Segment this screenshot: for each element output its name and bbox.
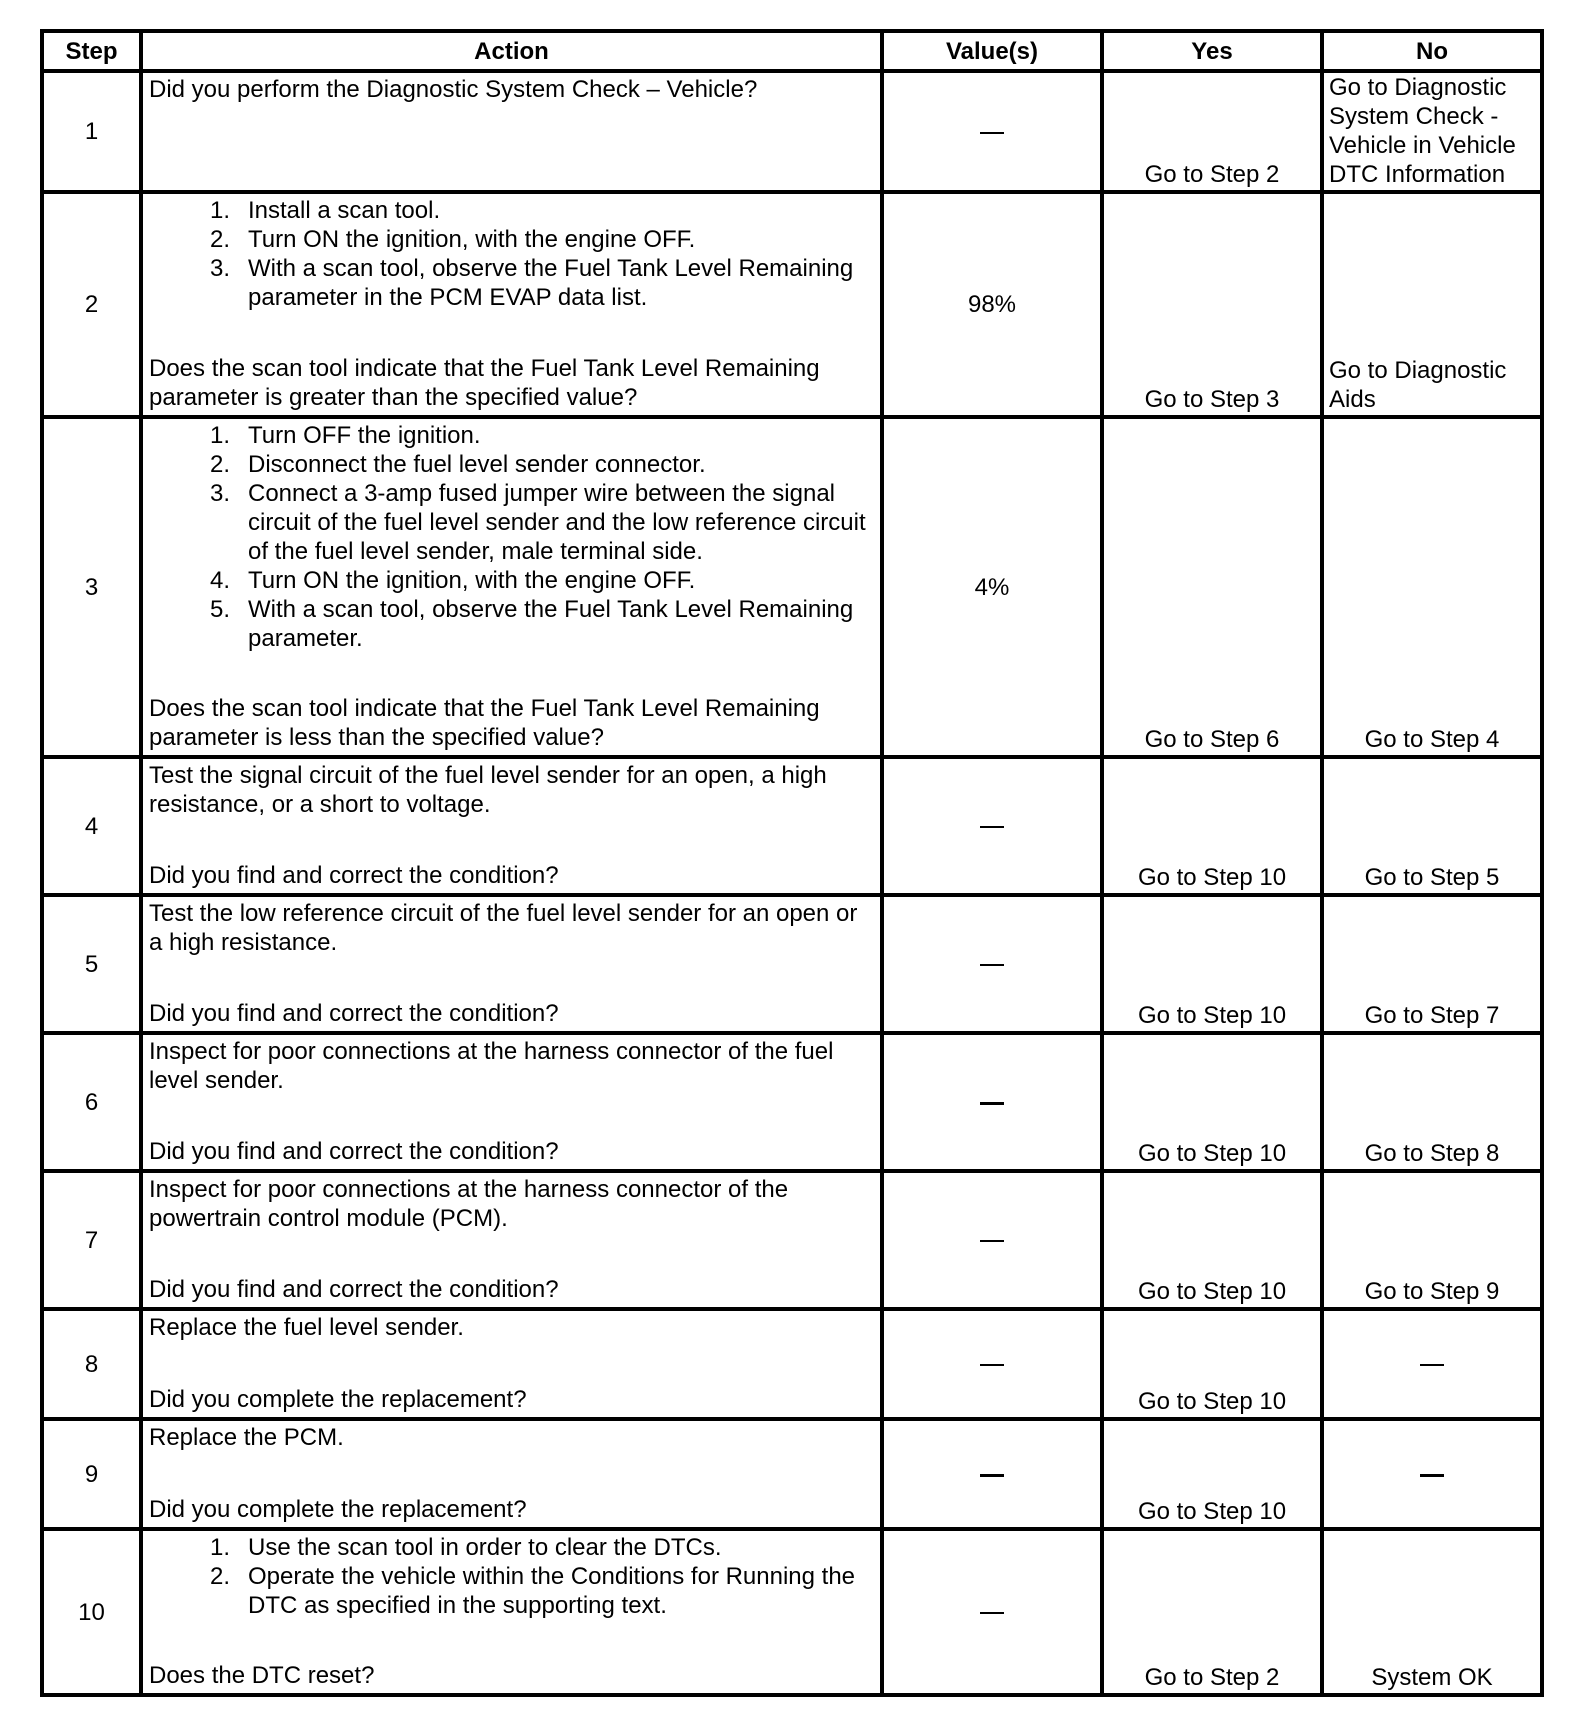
action-text: Replace the fuel level sender. bbox=[149, 1314, 464, 1341]
value-cell bbox=[882, 71, 1102, 192]
value-dash bbox=[980, 132, 1004, 134]
value-cell bbox=[882, 1309, 1102, 1419]
action-question: Does the scan tool indicate that the Fuel Tank Level Remaining parameter is greater than the specified value? bbox=[149, 355, 820, 411]
table-row bbox=[42, 1309, 1542, 1419]
step-number: 7 bbox=[42, 1171, 141, 1309]
value-dash bbox=[980, 1474, 1004, 1477]
value-cell: 98% bbox=[882, 192, 1102, 417]
action-cell bbox=[141, 757, 882, 895]
step-number: 9 bbox=[42, 1419, 141, 1529]
action-cell bbox=[141, 417, 882, 757]
no-cell: System OK bbox=[1322, 1529, 1542, 1695]
no-cell: Go to Diagnostic Aids bbox=[1322, 192, 1542, 417]
substep-list bbox=[149, 1533, 874, 1620]
action-text: Inspect for poor connections at the harness connector of the powertrain control module (PCM). bbox=[149, 1176, 789, 1232]
no-cell: Go to Step 4 bbox=[1322, 417, 1542, 757]
table-row bbox=[42, 192, 1542, 417]
action-cell bbox=[141, 1419, 882, 1529]
action-cell bbox=[141, 1171, 882, 1309]
step-number: 10 bbox=[42, 1529, 141, 1695]
table-row bbox=[42, 1171, 1542, 1309]
value-dash bbox=[980, 826, 1004, 828]
substep-list bbox=[149, 421, 874, 653]
diagnostic-table bbox=[40, 29, 1544, 1697]
action-cell bbox=[141, 895, 882, 1033]
list-item: 1. Install a scan tool. bbox=[209, 197, 441, 224]
value-cell: 4% bbox=[882, 417, 1102, 757]
step-number: 8 bbox=[42, 1309, 141, 1419]
header-yes: Yes bbox=[1102, 31, 1322, 71]
action-question: Did you find and correct the condition? bbox=[149, 1138, 559, 1165]
action-text: Test the low reference circuit of the fuel level sender for an open or a high resistance. bbox=[149, 900, 858, 956]
list-item: 1. Use the scan tool in order to clear the DTCs. bbox=[209, 1534, 722, 1561]
value-dash bbox=[980, 1102, 1004, 1105]
header-no: No bbox=[1322, 31, 1542, 71]
value-dash bbox=[980, 1364, 1004, 1366]
substep-list bbox=[149, 196, 874, 312]
value-cell bbox=[882, 1419, 1102, 1529]
value-cell bbox=[882, 757, 1102, 895]
list-item: 5. With a scan tool, observe the Fuel Tank Level Remaining parameter. bbox=[209, 596, 854, 652]
list-item: 3. Connect a 3-amp fused jumper wire between the signal circuit of the fuel level sender and the low reference circuit of the fuel level sender, male terminal side. bbox=[209, 480, 866, 565]
no-cell: Go to Diagnostic System Check - Vehicle in Vehicle DTC Information bbox=[1322, 71, 1542, 192]
table-row bbox=[42, 1419, 1542, 1529]
action-cell bbox=[141, 192, 882, 417]
step-number: 3 bbox=[42, 417, 141, 757]
yes-cell: Go to Step 10 bbox=[1102, 1033, 1322, 1171]
yes-cell: Go to Step 10 bbox=[1102, 1171, 1322, 1309]
yes-cell: Go to Step 10 bbox=[1102, 1309, 1322, 1419]
value-cell bbox=[882, 1171, 1102, 1309]
yes-cell: Go to Step 3 bbox=[1102, 192, 1322, 417]
action-question: Did you find and correct the condition? bbox=[149, 1000, 559, 1027]
value-dash bbox=[980, 1240, 1004, 1242]
no-dash bbox=[1420, 1474, 1444, 1477]
action-cell bbox=[141, 1033, 882, 1171]
no-cell: Go to Step 9 bbox=[1322, 1171, 1542, 1309]
action-question: Does the scan tool indicate that the Fuel Tank Level Remaining parameter is less than the specified value? bbox=[149, 695, 820, 751]
no-cell: Go to Step 8 bbox=[1322, 1033, 1542, 1171]
header-action: Action bbox=[141, 31, 882, 71]
table-row bbox=[42, 757, 1542, 895]
action-question: Does the DTC reset? bbox=[149, 1662, 375, 1689]
value-cell bbox=[882, 895, 1102, 1033]
yes-cell: Go to Step 10 bbox=[1102, 895, 1322, 1033]
action-question: Did you complete the replacement? bbox=[149, 1386, 527, 1413]
value-cell bbox=[882, 1529, 1102, 1695]
step-number: 5 bbox=[42, 895, 141, 1033]
action-text: Did you perform the Diagnostic System Check – Vehicle? bbox=[149, 76, 758, 103]
list-item: 2. Turn ON the ignition, with the engine OFF. bbox=[209, 226, 696, 253]
action-cell bbox=[141, 1529, 882, 1695]
action-question: Did you find and correct the condition? bbox=[149, 862, 559, 889]
step-number: 4 bbox=[42, 757, 141, 895]
table-row bbox=[42, 895, 1542, 1033]
table-row bbox=[42, 71, 1542, 192]
action-cell bbox=[141, 71, 882, 192]
no-cell bbox=[1322, 1309, 1542, 1419]
table-row bbox=[42, 417, 1542, 757]
table-row bbox=[42, 1529, 1542, 1695]
list-item: 2. Disconnect the fuel level sender connector. bbox=[209, 451, 706, 478]
action-text: Test the signal circuit of the fuel level sender for an open, a high resistance, or a short to voltage. bbox=[149, 762, 827, 818]
value-dash bbox=[980, 1612, 1004, 1614]
no-cell bbox=[1322, 1419, 1542, 1529]
yes-cell: Go to Step 6 bbox=[1102, 417, 1322, 757]
action-text: Replace the PCM. bbox=[149, 1424, 344, 1451]
action-question: Did you find and correct the condition? bbox=[149, 1276, 559, 1303]
list-item: 3. With a scan tool, observe the Fuel Tank Level Remaining parameter in the PCM EVAP data list. bbox=[209, 255, 854, 311]
value-cell bbox=[882, 1033, 1102, 1171]
list-item: 1. Turn OFF the ignition. bbox=[209, 422, 481, 449]
step-number: 1 bbox=[42, 71, 141, 192]
yes-cell: Go to Step 10 bbox=[1102, 757, 1322, 895]
header-row bbox=[42, 31, 1542, 71]
step-number: 6 bbox=[42, 1033, 141, 1171]
table-row bbox=[42, 1033, 1542, 1171]
no-cell: Go to Step 7 bbox=[1322, 895, 1542, 1033]
action-text: Inspect for poor connections at the harness connector of the fuel level sender. bbox=[149, 1038, 834, 1094]
yes-cell: Go to Step 2 bbox=[1102, 71, 1322, 192]
list-item: 2. Operate the vehicle within the Conditions for Running the DTC as specified in the supporting text. bbox=[209, 1563, 856, 1619]
action-question: Did you complete the replacement? bbox=[149, 1496, 527, 1523]
list-item: 4. Turn ON the ignition, with the engine OFF. bbox=[209, 567, 696, 594]
no-dash bbox=[1420, 1364, 1444, 1366]
yes-cell: Go to Step 2 bbox=[1102, 1529, 1322, 1695]
header-values: Value(s) bbox=[882, 31, 1102, 71]
header-step: Step bbox=[42, 31, 141, 71]
action-cell bbox=[141, 1309, 882, 1419]
value-dash bbox=[980, 964, 1004, 966]
step-number: 2 bbox=[42, 192, 141, 417]
no-cell: Go to Step 5 bbox=[1322, 757, 1542, 895]
yes-cell: Go to Step 10 bbox=[1102, 1419, 1322, 1529]
